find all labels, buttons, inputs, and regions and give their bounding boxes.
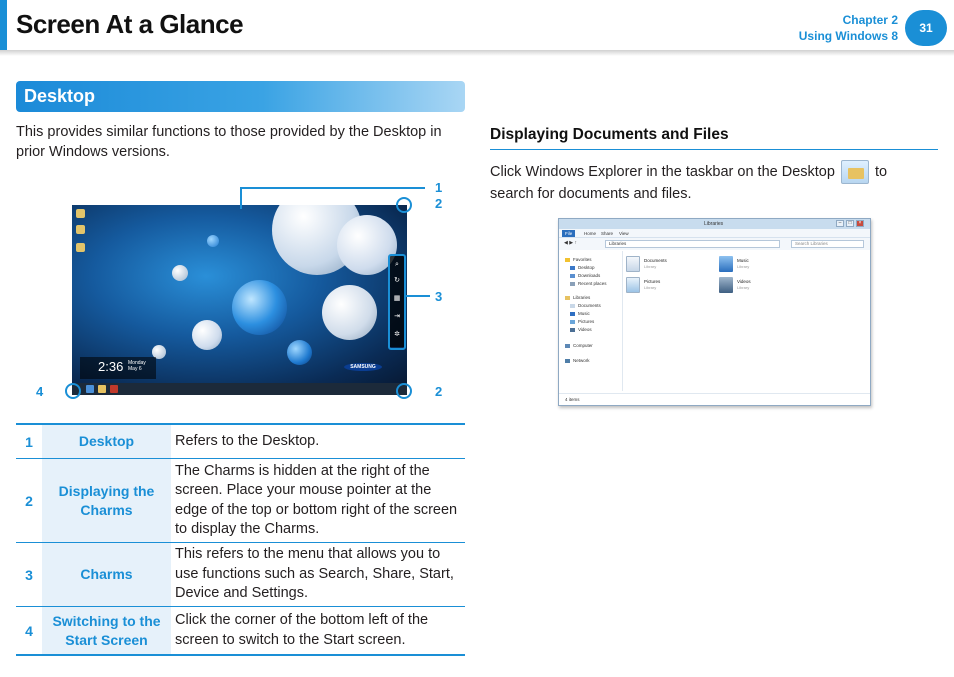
desktop-shortcut-icon[interactable] (76, 243, 85, 252)
taskbar-app-icon[interactable] (110, 385, 118, 393)
callout-leader-1 (240, 187, 425, 189)
callout-number-3: 3 (435, 289, 443, 304)
clock-date-text: May 6 (128, 366, 142, 372)
library-videos[interactable] (719, 277, 799, 295)
callout-corner-top-right (396, 197, 412, 213)
callout-leader-1-drop (240, 187, 242, 209)
clock-date (128, 360, 146, 372)
library-name: Pictures (644, 279, 661, 284)
documents-icon (570, 304, 575, 308)
devices-icon[interactable]: ⇥ (394, 313, 400, 320)
table-row (16, 543, 465, 607)
downloads-icon (570, 274, 575, 278)
desktop-shortcut-icon[interactable] (76, 225, 85, 234)
explorer-title: Libraries (704, 221, 724, 227)
clock-day-text: Monday (128, 360, 146, 366)
wallpaper-sphere (192, 320, 222, 350)
internet-explorer-icon[interactable] (86, 385, 94, 393)
nav-documents[interactable] (570, 303, 601, 308)
maximize-icon[interactable]: □ (846, 220, 854, 227)
pictures-icon (570, 320, 575, 324)
search-icon[interactable]: ⌕ (395, 261, 399, 268)
nav-label: Videos (578, 327, 592, 332)
folder-icon (848, 168, 864, 179)
start-icon[interactable]: ▦ (393, 295, 401, 302)
row-description: The Charms is hidden at the right of the screen. Place your mouse pointer at the edge of the top or bottom right of the screen to display the Charms. (175, 462, 458, 537)
chapter-label (799, 12, 898, 44)
library-name: Documents (644, 258, 667, 263)
library-documents[interactable] (626, 256, 706, 274)
network-icon (565, 359, 570, 363)
wallpaper-sphere (172, 265, 188, 281)
documents-library-icon (626, 256, 640, 272)
nav-recent-places[interactable] (570, 281, 607, 286)
nav-label: Libraries (573, 295, 591, 300)
music-library-icon (719, 256, 733, 272)
callout-corner-bottom-left (65, 383, 81, 399)
nav-desktop[interactable] (570, 265, 595, 270)
header-accent-bar (0, 0, 7, 50)
nav-computer[interactable] (565, 343, 593, 348)
callout-number-2-bottom: 2 (435, 384, 443, 399)
callout-number-1: 1 (435, 180, 443, 195)
nav-label: Downloads (578, 273, 601, 278)
videos-library-icon (719, 277, 733, 293)
callout-charms-box (388, 254, 406, 350)
explorer-window-screenshot (558, 218, 871, 406)
nav-label: Computer (573, 343, 593, 348)
page-number-badge: 31 (905, 10, 947, 46)
library-type: Library (644, 264, 657, 269)
row-term: Displaying the Charms (42, 459, 171, 542)
row-term: Switching to the Start Screen (42, 607, 171, 654)
wallpaper-sphere (322, 285, 377, 340)
nav-favorites[interactable] (565, 257, 592, 262)
tab-home[interactable]: Home (584, 231, 597, 236)
wallpaper-sphere (207, 235, 219, 247)
item-count: 4 items (565, 397, 580, 402)
row-number: 2 (25, 492, 33, 509)
row-term: Charms (42, 543, 171, 606)
library-type: Library (644, 285, 657, 290)
tab-file[interactable]: File (562, 230, 575, 237)
address-bar[interactable]: Libraries (605, 240, 780, 248)
row-description: Refers to the Desktop. (175, 432, 320, 449)
close-icon[interactable]: × (856, 220, 864, 227)
header-divider (0, 50, 954, 56)
explorer-instructions (490, 160, 930, 204)
instructions-text-after: to search for documents and files. (490, 163, 888, 202)
nav-label: Favorites (573, 257, 592, 262)
subsection-divider (490, 149, 938, 150)
recent-places-icon (570, 282, 575, 286)
desktop-screenshot-figure (30, 180, 450, 400)
callout-number-2-top: 2 (435, 196, 443, 211)
library-music[interactable] (719, 256, 799, 274)
music-icon (570, 312, 575, 316)
nav-downloads[interactable] (570, 273, 600, 278)
section-title: Desktop (24, 86, 96, 106)
minimize-icon[interactable]: – (836, 220, 844, 227)
nav-network[interactable] (565, 358, 590, 363)
chapter-name: Using Windows 8 (798, 29, 898, 43)
tab-view[interactable]: View (619, 231, 629, 236)
nav-pictures[interactable] (570, 319, 594, 324)
callout-number-4: 4 (36, 384, 44, 399)
explorer-ribbon (559, 229, 870, 238)
windows-explorer-icon (841, 160, 869, 184)
row-number: 4 (25, 622, 33, 639)
table-row (16, 459, 465, 543)
clock-overlay (80, 357, 156, 379)
wallpaper-sphere (287, 340, 312, 365)
page-title: Screen At a Glance (16, 9, 244, 39)
clock-time: 2:36 (98, 359, 124, 374)
navigation-pane (559, 251, 623, 391)
nav-label: Desktop (578, 265, 595, 270)
subsection-heading: Displaying Documents and Files (490, 126, 729, 143)
tab-share[interactable]: Share (601, 231, 614, 236)
settings-gear-icon[interactable]: ✲ (394, 331, 400, 338)
desktop-icon (570, 266, 575, 270)
share-icon[interactable]: ↻ (394, 277, 400, 284)
chapter-number: Chapter 2 (842, 13, 898, 27)
section-header-bar (16, 81, 465, 112)
callout-corner-bottom-right (396, 383, 412, 399)
row-description: Click the corner of the bottom left of the screen to switch to the Start screen. (175, 612, 429, 648)
instructions-text-before: Click Windows Explorer in the taskbar on the Desktop (490, 163, 835, 180)
nav-label: Network (573, 358, 590, 363)
nav-libraries[interactable] (565, 295, 590, 300)
library-name: Videos (737, 279, 751, 284)
computer-icon (565, 344, 570, 348)
nav-label: Documents (578, 303, 601, 308)
recycle-bin-icon[interactable] (76, 209, 85, 218)
library-type: Library (737, 285, 750, 290)
library-type: Library (737, 264, 750, 269)
videos-icon (570, 328, 575, 332)
desktop-wallpaper (72, 205, 407, 383)
library-name: Music (737, 258, 749, 263)
star-icon (565, 258, 570, 262)
table-row (16, 425, 465, 459)
nav-videos[interactable] (570, 327, 592, 332)
table-bottom-rule (16, 654, 465, 656)
callout-leader-3 (406, 295, 430, 297)
explorer-status-bar (559, 393, 870, 405)
back-forward-icon[interactable]: ◀ ▶ ↑ (564, 240, 577, 246)
nav-label: Recent places (578, 281, 607, 286)
file-explorer-icon[interactable] (98, 385, 106, 393)
row-term: Desktop (42, 425, 171, 458)
table-row (16, 607, 465, 654)
search-input[interactable]: Search Libraries (791, 240, 864, 248)
pictures-library-icon (626, 277, 640, 293)
explorer-address-row (559, 238, 870, 250)
desktop-screen (72, 205, 407, 395)
nav-music[interactable] (570, 311, 590, 316)
library-pictures[interactable] (626, 277, 706, 295)
samsung-logo: SAMSUNG (344, 363, 382, 371)
taskbar (72, 383, 407, 395)
wallpaper-sphere (232, 280, 287, 335)
row-description: This refers to the menu that allows you to use functions such as Search, Share, Start, Device and Settings. (175, 546, 454, 602)
row-number: 3 (25, 566, 33, 583)
nav-label: Music (578, 311, 590, 316)
row-number: 1 (25, 433, 33, 450)
libraries-icon (565, 296, 570, 300)
explorer-content-pane (624, 251, 870, 391)
explorer-titlebar (559, 219, 870, 229)
nav-label: Pictures (578, 319, 595, 324)
intro-paragraph: This provides similar functions to those provided by the Desktop in prior Windows versions. (16, 124, 442, 160)
